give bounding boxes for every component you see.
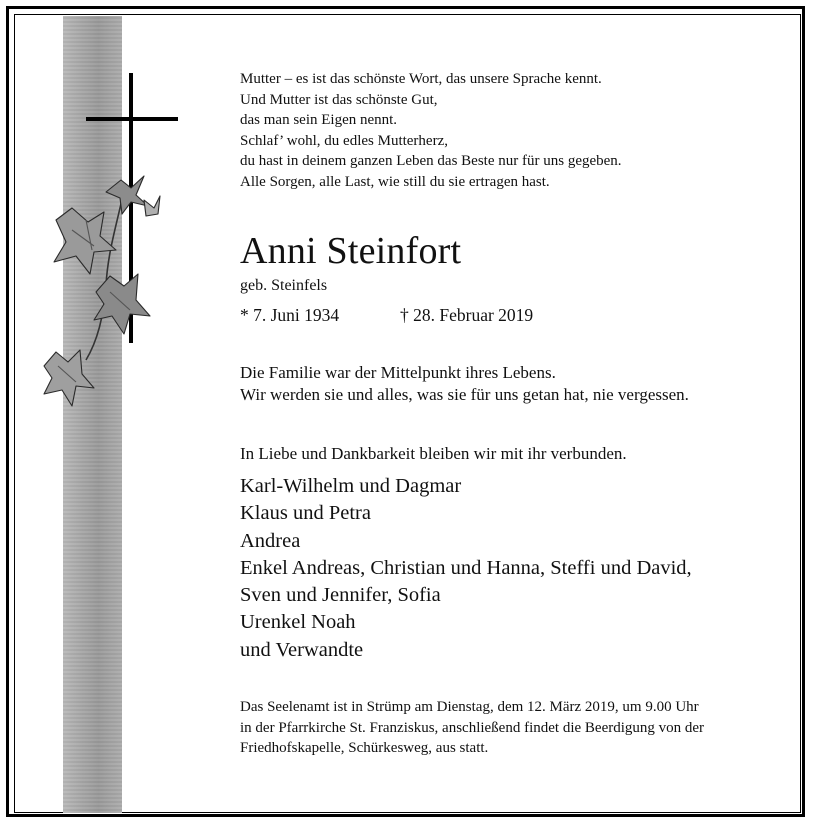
birth-name: geb. Steinfels: [240, 277, 328, 294]
ivy-leaves-icon: [44, 176, 160, 406]
poem-line: Und Mutter ist das schönste Gut,: [240, 91, 438, 108]
service-line: Das Seelenamt ist in Strümp am Dienstag, dem 12. März 2019, um 9.00 Uhr: [240, 699, 699, 715]
poem-line: Alle Sorgen, alle Last, wie still du sie ertragen hast.: [240, 173, 550, 190]
family-text-line: Wir werden sie und alles, was sie für uns getan hat, nie vergessen.: [240, 385, 689, 404]
death-date: † 28. Februar 2019: [400, 305, 534, 325]
birth-date: * 7. Juni 1934: [240, 305, 340, 325]
signer-line: Klaus und Petra: [240, 502, 371, 525]
signers-list: [240, 473, 692, 664]
poem: [240, 69, 622, 192]
cross-and-ivy-decoration: [36, 70, 186, 415]
family-text: [240, 362, 689, 406]
signer-line: Urenkel Noah: [240, 611, 356, 634]
poem-line: Schlaf’ wohl, du edles Mutterherz,: [240, 132, 448, 149]
life-dates: [240, 304, 534, 326]
signer-line: Andrea: [240, 529, 301, 552]
service-info: [240, 697, 704, 759]
family-text-line: Die Familie war der Mittelpunkt ihres Lebens.: [240, 363, 556, 382]
poem-line: das man sein Eigen nennt.: [240, 112, 398, 128]
poem-line: du hast in deinem ganzen Leben das Beste nur für uns gegeben.: [240, 153, 622, 169]
signer-line: Karl-Wilhelm und Dagmar: [240, 475, 462, 497]
service-line: Friedhofskapelle, Schürkesweg, aus statt.: [240, 740, 489, 756]
deceased-name: Anni Steinfort: [240, 230, 462, 272]
signer-line: und Verwandte: [240, 638, 364, 661]
poem-line: Mutter – es ist das schönste Wort, das unsere Sprache kennt.: [240, 71, 602, 87]
thanks-text: In Liebe und Dankbarkeit bleiben wir mit ihr verbunden.: [240, 444, 627, 463]
signer-line: Enkel Andreas, Christian und Hanna, Steffi und David,: [240, 556, 692, 579]
service-line: in der Pfarrkirche St. Franziskus, anschließend findet die Beerdigung von der: [240, 719, 705, 736]
signer-line: Sven und Jennifer, Sofia: [240, 584, 441, 607]
